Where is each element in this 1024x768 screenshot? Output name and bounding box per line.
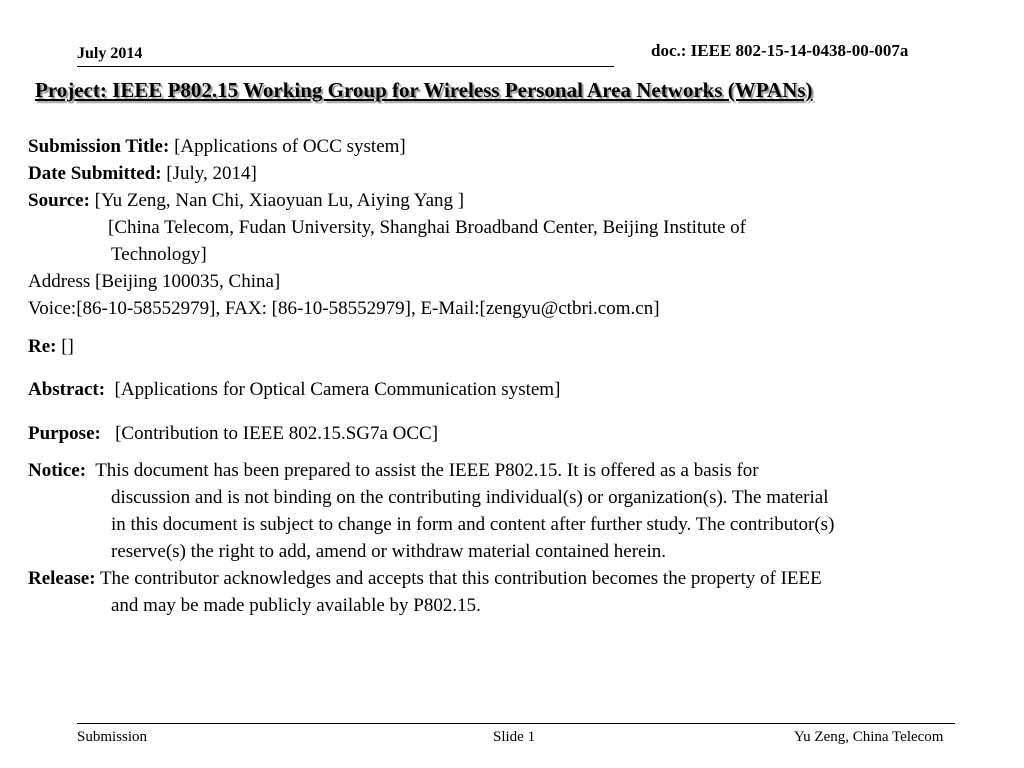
date-submitted-line — [28, 160, 993, 187]
affiliation-line-1: [China Telecom, Fudan University, Shanghai Broadband Center, Beijing Institute of — [108, 217, 746, 238]
notice-text-2: discussion and is not binding on the contributing individual(s) or organization(s). The material — [111, 487, 829, 508]
purpose-value: [Contribution to IEEE 802.15.SG7a OCC] — [115, 423, 439, 444]
project-title: Project: IEEE P802.15 Working Group for Wireless Personal Area Networks (WPANs) — [35, 78, 813, 102]
purpose-label: Purpose: — [28, 423, 101, 444]
purpose-block — [28, 420, 993, 447]
footer-slide-number: Slide 1 — [493, 729, 536, 745]
submission-title-line — [28, 133, 993, 160]
re-block — [28, 333, 993, 360]
abstract-label: Abstract: — [28, 379, 106, 400]
footer-divider — [77, 723, 955, 724]
submission-title-value: [Applications of OCC system] — [174, 136, 406, 157]
notice-text-4: reserve(s) the right to add, amend or withdraw material contained herein. — [111, 541, 667, 562]
release-text-2: and may be made publicly available by P802.15. — [111, 595, 481, 616]
notice-line-1 — [28, 457, 993, 484]
contact-line: Voice:[86-10-58552979], FAX: [86-10-58552979], E-Mail:[zengyu@ctbri.com.cn] — [28, 298, 660, 319]
abstract-block — [28, 376, 993, 403]
address-line: Address [Beijing 100035, China] — [28, 271, 281, 292]
header-doc-id: doc.: IEEE 802-15-14-0438-00-007a — [651, 41, 909, 60]
source-label: Source: — [28, 190, 90, 211]
source-value: [Yu Zeng, Nan Chi, Xiaoyuan Lu, Aiying Yang ] — [94, 190, 465, 211]
submission-title-label: Submission Title: — [28, 136, 170, 157]
notice-release-block — [28, 457, 993, 619]
affiliation-line-2: Technology] — [111, 244, 207, 265]
notice-label: Notice: — [28, 460, 87, 481]
header-divider — [77, 66, 614, 67]
re-value: [] — [61, 336, 74, 357]
footer-submission: Submission — [77, 729, 148, 745]
release-label: Release: — [28, 568, 96, 589]
release-text-1: The contributor acknowledges and accepts that this contribution becomes the property of IEEE — [99, 568, 822, 589]
footer-author: Yu Zeng, China Telecom — [794, 729, 944, 745]
source-line — [28, 187, 993, 214]
header-date: July 2014 — [77, 45, 143, 62]
date-submitted-label: Date Submitted: — [28, 163, 162, 184]
re-label: Re: — [28, 336, 57, 357]
date-submitted-value: [July, 2014] — [166, 163, 257, 184]
abstract-value: [Applications for Optical Camera Communication system] — [114, 379, 561, 400]
notice-text-3: in this document is subject to change in form and content after further study. The contributor(s) — [111, 514, 835, 535]
submission-info-block — [28, 133, 993, 322]
notice-text-1: This document has been prepared to assist the IEEE P802.15. It is offered as a basis for — [95, 460, 759, 481]
release-line-1 — [28, 565, 993, 592]
